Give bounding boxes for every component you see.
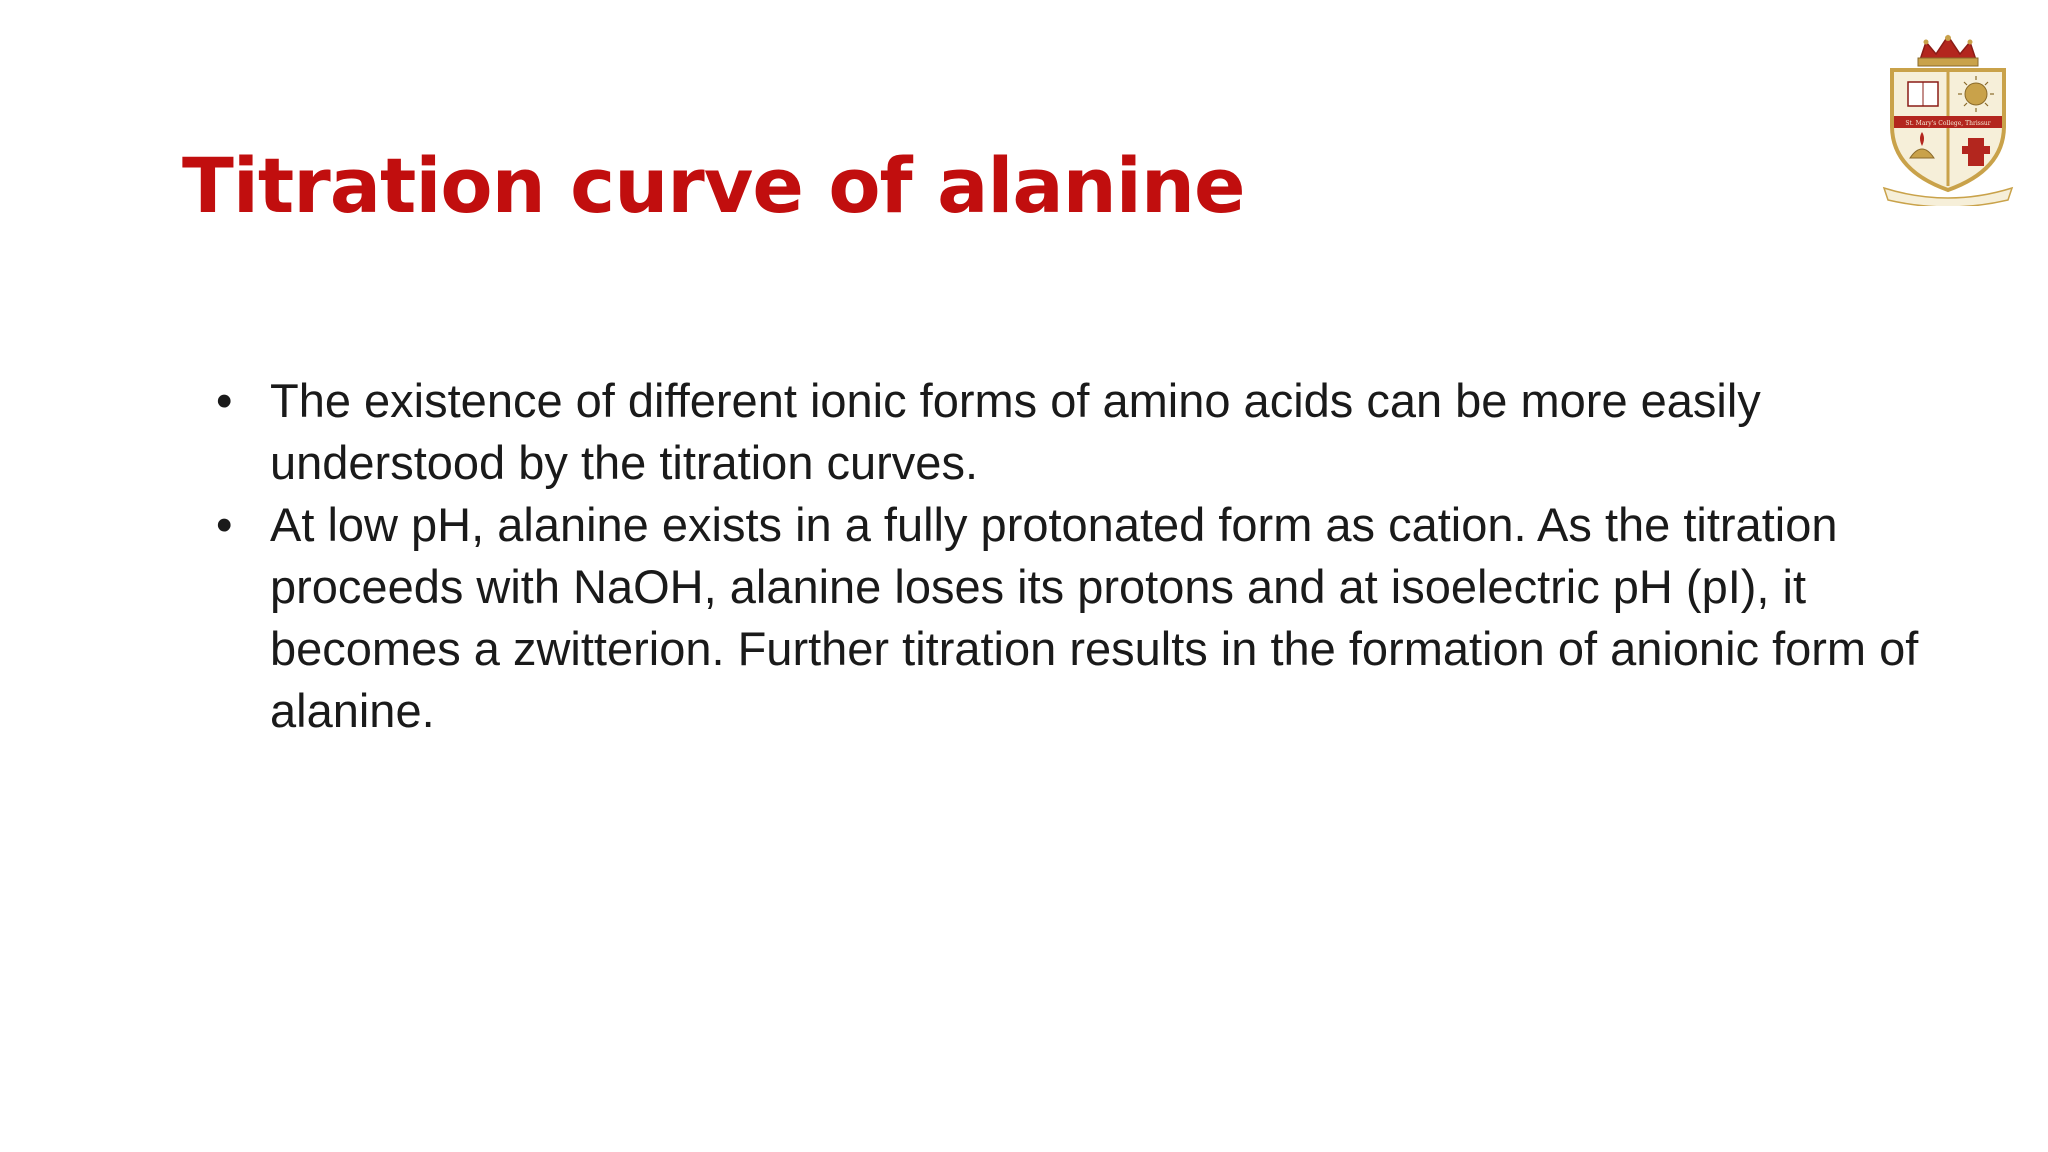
bullet-list	[210, 370, 1930, 742]
bullet-text: The existence of different ionic forms of amino acids can be more easily understood by the titration curves.	[270, 374, 1761, 489]
slide-title: Titration curve of alanine	[182, 141, 1245, 230]
bullet-item	[210, 494, 1930, 742]
crest-banner-text: St. Mary's College, Thrissur	[1905, 120, 1991, 127]
bullet-marker: •	[216, 498, 233, 551]
college-crest-icon	[1880, 30, 2016, 206]
crown-icon	[1918, 35, 1978, 66]
bullet-marker: •	[216, 374, 233, 427]
bullet-text: At low pH, alanine exists in a fully protonated form as cation. As the titration proceeds with NaOH, alanine loses its protons and at isoelectric pH (pI), it becomes a zwitterion. Further titration results in the formation of anionic form of alanine.	[270, 498, 1919, 737]
shield-icon	[1892, 70, 2004, 190]
bullet-item	[210, 370, 1930, 494]
